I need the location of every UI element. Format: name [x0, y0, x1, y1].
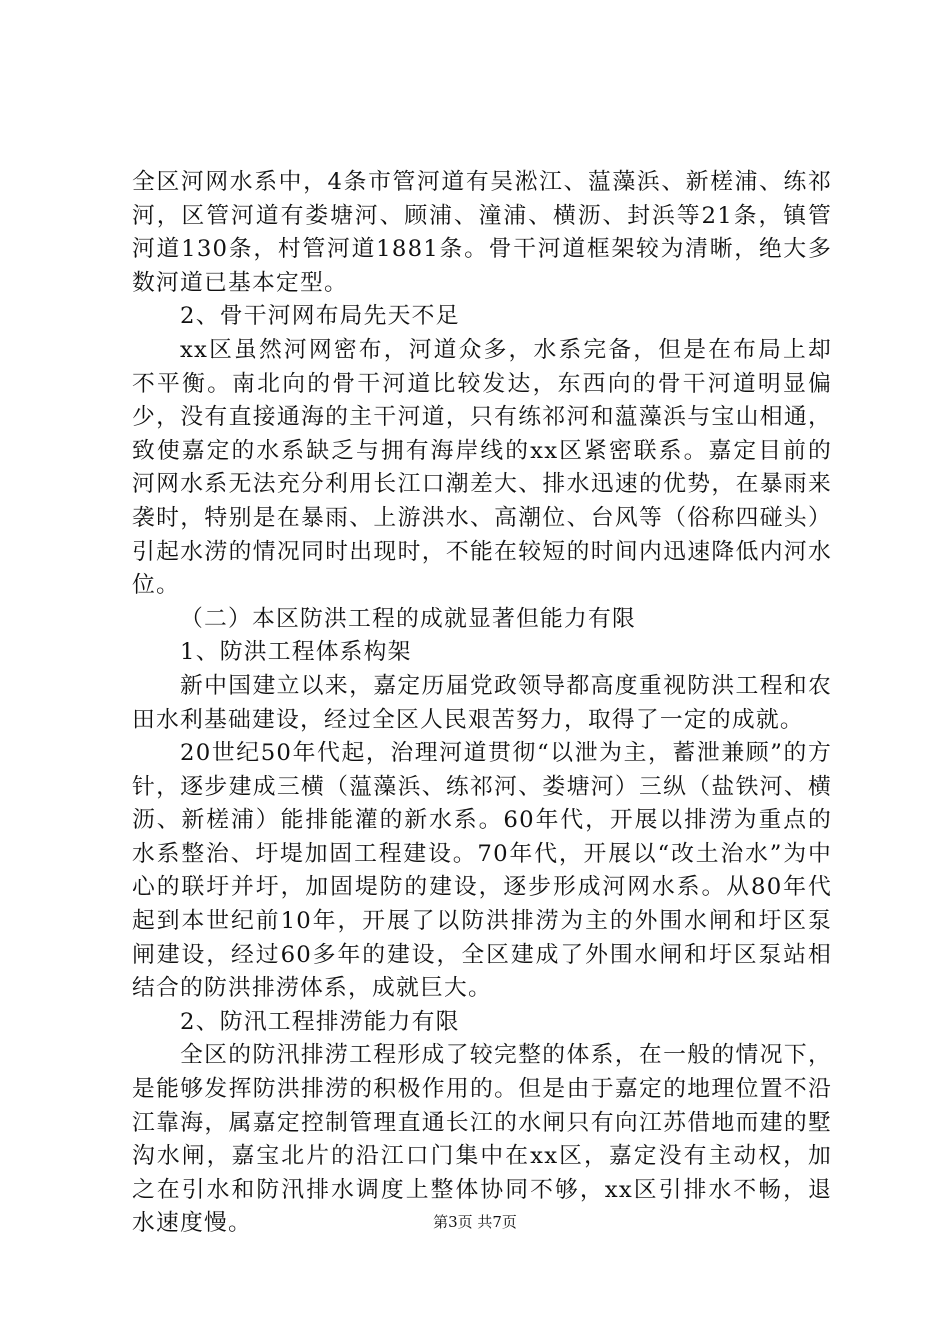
section-heading-5: 1、防洪工程体系构架 — [180, 639, 412, 666]
section-heading-8: 2、防汛工程排涝能力有限 — [180, 1008, 460, 1035]
paragraph-7: 20世纪50年代起，治理河道贯彻“以泄为主，蓄泄兼顾”的方针，逐步建成三横（蕰藻浜、练祁河、娄塘河）三纵（盐铁河、横沥、新槎浦）能排能灌的新水系。60年代，开展以排涝为重点的水系整治、圩堤加固工程建设。70年代，开展以“改土治水”为中心的联圩并圩，加固堤防的建设，逐步形成河网水系。从80年代起到本世纪前10年，开展了以防洪排涝为主的外围水闸和圩区泵闸建设，经过60多年的建设，全区建成了外围水闸和圩区泵站相结合的防洪排涝体系，成就巨大。 — [132, 740, 832, 1002]
document-body — [132, 166, 832, 1241]
section-heading-4: （二）本区防洪工程的成就显著但能力有限 — [180, 605, 636, 632]
paragraph-6: 新中国建立以来，嘉定历届党政领导都高度重视防洪工程和农田水利基础建设，经过全区人民艰苦努力，取得了一定的成就。 — [132, 672, 832, 733]
paragraph-3: xx区虽然河网密布，河道众多，水系完备，但是在布局上却不平衡。南北向的骨干河道比较发达，东西向的骨干河道明显偏少，没有直接通海的主干河道，只有练祁河和蕰藻浜与宝山相通，致使嘉定的水系缺乏与拥有海岸线的xx区紧密联系。嘉定目前的河网水系无法充分利用长江口潮差大、排水迅速的优势，在暴雨来袭时，特别是在暴雨、上游洪水、高潮位、台风等（俗称四碰头）引起水涝的情况同时出现时，不能在较短的时间内迅速降低内河水位。 — [132, 336, 832, 599]
paragraph-9: 全区的防汛排涝工程形成了较完整的体系，在一般的情况下，是能够发挥防洪排涝的积极作用的。但是由于嘉定的地理位置不沿江靠海，属嘉定控制管理直通长江的水闸只有向江苏借地而建的墅沟水闸，嘉宝北片的沿江口门集中在xx区，嘉定没有主动权，加之在引水和防汛排水调度上整体协同不够，xx区引排水不畅，退水速度慢。 — [132, 1042, 832, 1237]
paragraph-1: 全区河网水系中，4条市管河道有吴淞江、蕰藻浜、新槎浦、练祁河，区管河道有娄塘河、顾浦、潼浦、横沥、封浜等21条，镇管河道130条，村管河道1881条。骨干河道框架较为清晰，绝大多数河道已基本定型。 — [132, 169, 832, 296]
page-footer: 第3页 共7页 — [433, 1213, 517, 1231]
section-heading-2: 2、骨干河网布局先天不足 — [180, 303, 460, 330]
